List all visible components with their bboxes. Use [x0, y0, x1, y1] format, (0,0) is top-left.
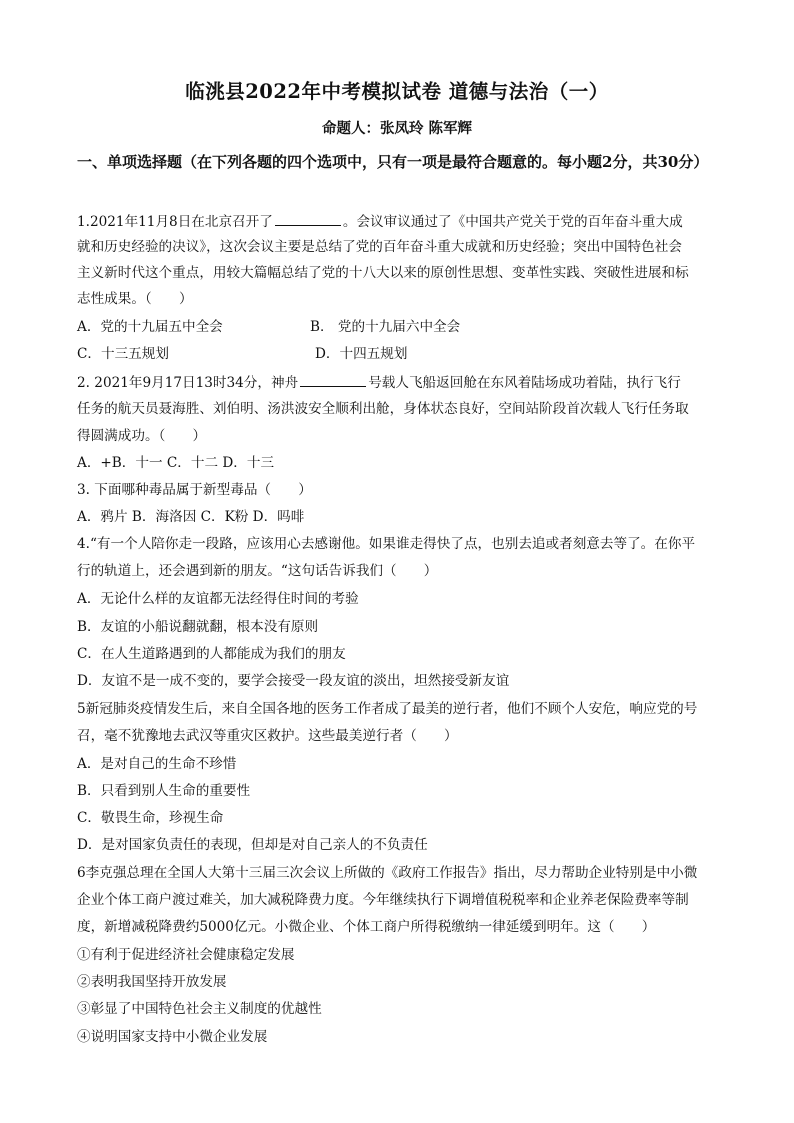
exam-author: 命题人：张凤玲 陈军辉 — [321, 120, 473, 137]
q2-line3: 得圆满成功。（ ） — [77, 428, 207, 444]
section-heading: 一、单项选择题（在下列各题的四个选项中，只有一项是最符合题意的。每小题2分，共30分） — [77, 153, 709, 171]
q4-option-d: D．友谊不是一成不变的，要学会接受一段友谊的淡出，坦然接受新友谊 — [77, 673, 510, 689]
q1-line4: 志性成果。（ ） — [77, 291, 193, 307]
q4-option-c: C．在人生道路遇到的人都能成为我们的朋友 — [77, 646, 346, 662]
q6-item-3: ③彰显了中国特色社会主义制度的优越性 — [77, 1001, 322, 1017]
q1-line3: 主义新时代这个重点，用较大篇幅总结了党的十八大以来的原创性思想、变革性实践、突破性进展和标 — [77, 265, 689, 281]
q1-option-a: A．党的十九届五中全会 — [77, 319, 223, 335]
answer-blank — [275, 212, 341, 226]
q2-line2: 任务的航天员聂海胜、刘伯明、汤洪波安全顺利出舱，身体状态良好，空间站阶段首次载人飞行任务取 — [77, 401, 689, 417]
exam-title: 临洮县2022年中考模拟试卷 道德与法治（一） — [185, 80, 609, 103]
q1-option-c: C．十三五规划 — [77, 346, 169, 362]
q2-text-a: 2. 2021年9月17日13时34分，神舟 — [77, 375, 299, 391]
q1-option-b: B． 党的十九届六中全会 — [310, 319, 461, 335]
q4-line1: 4.“有一个人陪你走一段路，应该用心去感谢他。如果谁走得快了点，也别去追或者刻意去等了。在你平 — [77, 536, 696, 552]
q6-item-1: ①有利于促进经济社会健康稳定发展 — [77, 947, 295, 963]
answer-blank — [300, 373, 366, 387]
q5-line1: 5新冠肺炎疫情发生后，来自全国各地的医务工作者成了最美的逆行者，他们不顾个人安危，响应党的号 — [77, 701, 698, 717]
q6-item-4: ④说明国家支持中小微企业发展 — [77, 1029, 268, 1045]
q5-option-d: D．是对国家负责任的表现，但却是对自己亲人的不负责任 — [77, 837, 428, 853]
q6-line2: 企业个体工商户渡过难关，加大减税降费力度。今年继续执行下调增值税税率和企业养老保险费率等制 — [77, 892, 689, 908]
q1-line2: 就和历史经验的决议》，这次会议主要是总结了党的百年奋斗重大成就和历史经验；突出中国特色社会 — [77, 239, 682, 255]
q2-options: A．+B．十一 C．十二 D．十三 — [77, 455, 275, 471]
q1-option-d: D．十四五规划 — [315, 346, 408, 362]
q6-item-2: ②表明我国坚持开放发展 — [77, 974, 227, 990]
q3-line1: 3. 下面哪种毒品属于新型毒品（ ） — [77, 482, 312, 498]
q1-text-b: 。会议审议通过了《中国共产党关于党的百年奋斗重大成 — [342, 214, 683, 230]
q5-option-a: A．是对自己的生命不珍惜 — [77, 756, 237, 772]
q4-option-a: A．无论什么样的友谊都无法经得住时间的考验 — [77, 591, 359, 607]
q6-line3: 度，新增减税降费约5000亿元。小微企业、个体工商户所得税缴纳一律延缓到明年。这（ ） — [77, 919, 656, 935]
q1-line1 — [77, 212, 683, 231]
q1-text-a: 1.2021年11月8日在北京召开了 — [77, 214, 273, 230]
q2-line1 — [77, 373, 681, 392]
q4-option-b: B．友谊的小船说翻就翻，根本没有原则 — [77, 619, 319, 635]
q6-line1: 6李克强总理在全国人大第十三届三次会议上所做的《政府工作报告》指出，尽力帮助企业特别是中小微 — [77, 865, 698, 881]
q2-text-b: 号载人飞船返回舱在东风着陆场成功着陆，执行飞行 — [368, 375, 681, 391]
q5-option-b: B．只看到别人生命的重要性 — [77, 783, 251, 799]
q4-line2: 行的轨道上，还会遇到新的朋友。“这句话告诉我们（ ） — [77, 563, 438, 579]
q5-line2: 召，毫不犹豫地去武汉等重灾区救护。这些最美逆行者（ ） — [77, 728, 458, 744]
q3-options: A．鸦片 B．海洛因 C．K粉 D．吗啡 — [77, 509, 305, 525]
q5-option-c: C．敬畏生命，珍视生命 — [77, 810, 224, 826]
